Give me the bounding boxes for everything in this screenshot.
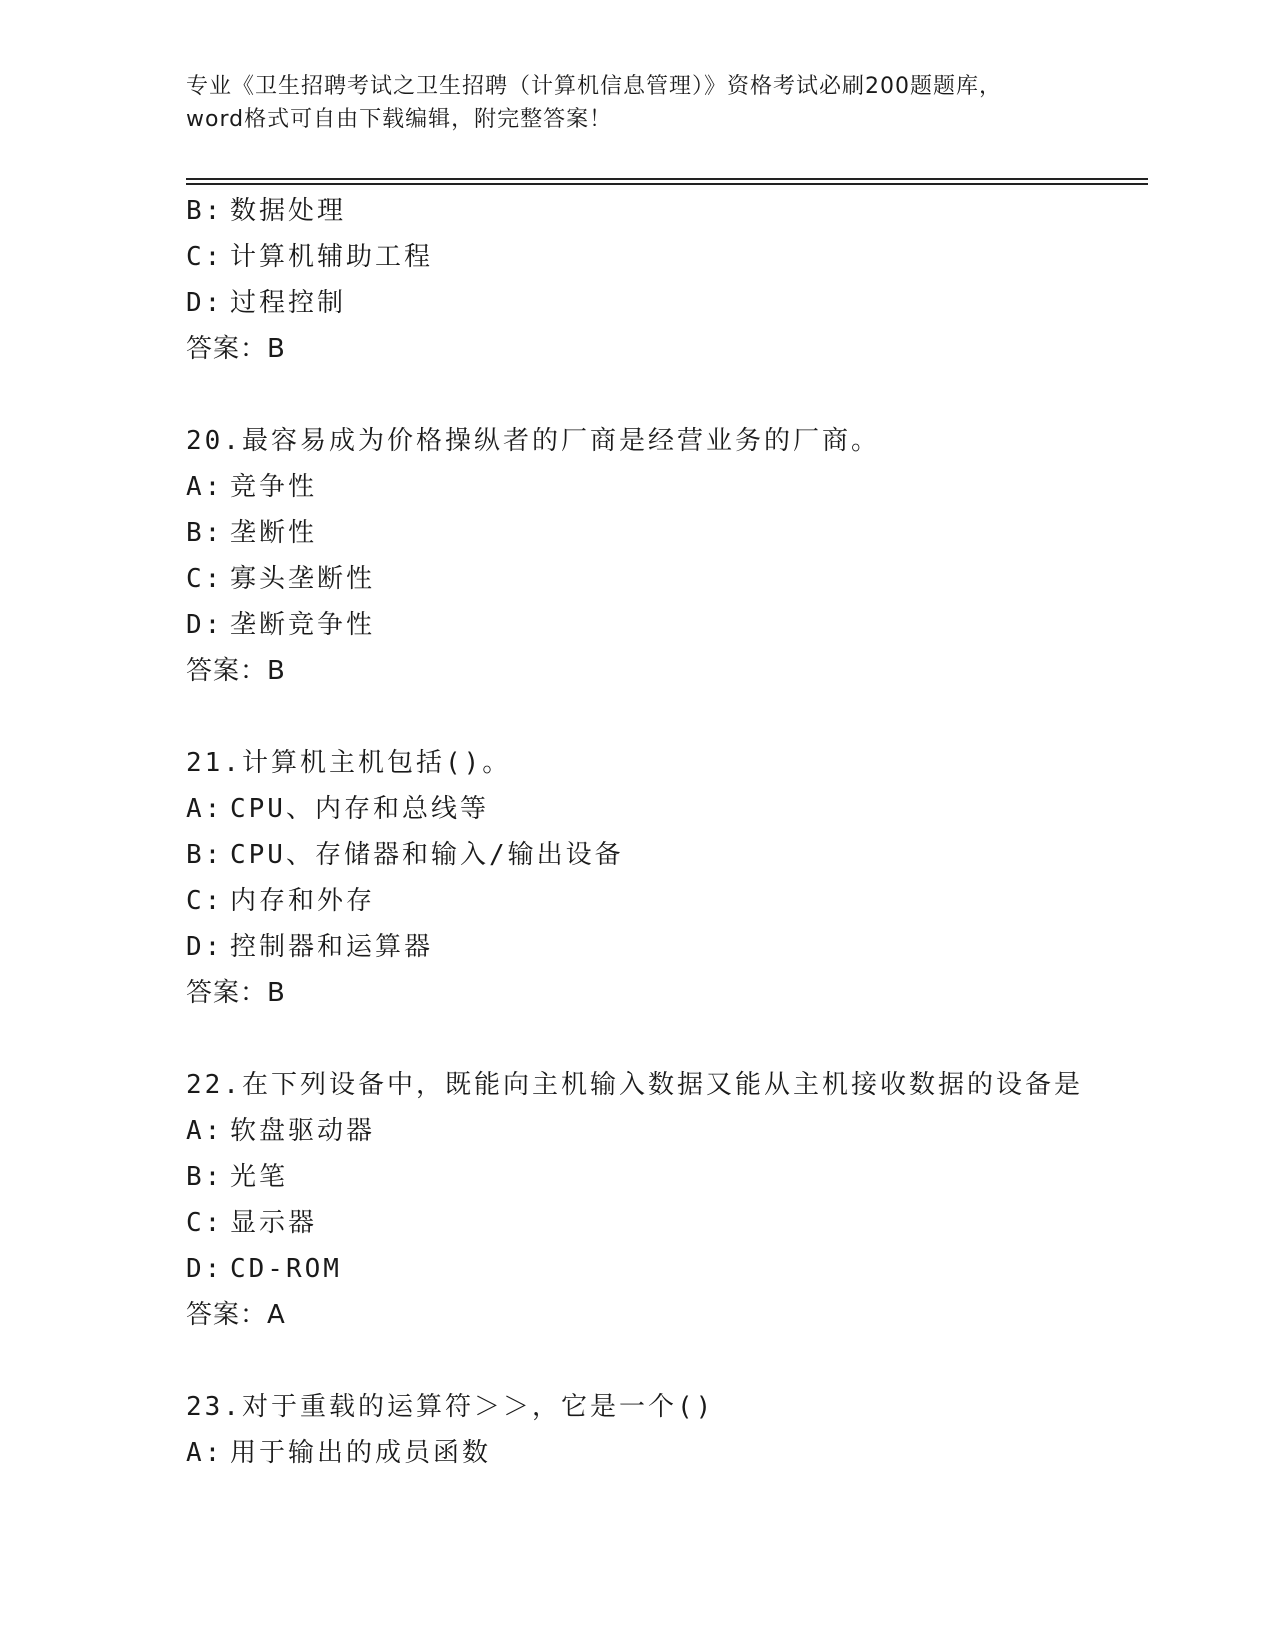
option-label: C:	[186, 242, 224, 272]
option-d	[186, 602, 1146, 648]
option-text: 竞争性	[230, 472, 318, 502]
option-label: D:	[186, 288, 224, 318]
option-text: CPU、存储器和输入/输出设备	[230, 840, 624, 870]
question-text: 22.在下列设备中，既能向主机输入数据又能从主机接收数据的设备是	[186, 1070, 1083, 1100]
option-text: CPU、内存和总线等	[230, 794, 489, 824]
question-22	[186, 1062, 1146, 1338]
option-text: 垄断竞争性	[230, 610, 376, 640]
option-text: 光笔	[230, 1162, 289, 1192]
option-c	[186, 234, 1146, 280]
option-label: A:	[186, 1438, 224, 1468]
option-label: D:	[186, 610, 224, 640]
option-b	[186, 1154, 1146, 1200]
question-19-tail	[186, 188, 1146, 372]
option-a	[186, 786, 1146, 832]
option-c	[186, 1200, 1146, 1246]
option-label: C:	[186, 1208, 224, 1238]
option-b	[186, 188, 1146, 234]
option-text: 垄断性	[230, 518, 318, 548]
option-label: D:	[186, 1254, 224, 1284]
answer-line: 答案：B	[186, 978, 286, 1008]
question-text: 20.最容易成为价格操纵者的厂商是经营业务的厂商。	[186, 426, 880, 456]
option-a	[186, 1108, 1146, 1154]
option-b	[186, 510, 1146, 556]
option-text: 软盘驱动器	[230, 1116, 376, 1146]
option-d	[186, 924, 1146, 970]
option-a	[186, 464, 1146, 510]
option-text: 显示器	[230, 1208, 318, 1238]
option-label: B:	[186, 518, 224, 548]
answer-line: 答案：A	[186, 1300, 286, 1330]
option-label: A:	[186, 472, 224, 502]
question-text: 23.对于重载的运算符＞＞，它是一个()	[186, 1392, 715, 1422]
header-line-2: word格式可自由下载编辑，附完整答案！	[186, 107, 613, 132]
header-divider-top	[186, 178, 1148, 180]
answer-line: 答案：B	[186, 334, 286, 364]
option-label: C:	[186, 564, 224, 594]
option-d	[186, 280, 1146, 326]
header-divider-bottom	[186, 183, 1148, 185]
spacer	[186, 694, 1146, 740]
header-line-1: 专业《卫生招聘考试之卫生招聘（计算机信息管理）》资格考试必刷200题题库，	[186, 74, 1002, 99]
option-d	[186, 1246, 1146, 1292]
option-text: 过程控制	[230, 288, 347, 318]
question-23	[186, 1384, 1146, 1476]
question-list	[186, 188, 1146, 1476]
question-21	[186, 740, 1146, 1016]
option-b	[186, 832, 1146, 878]
spacer	[186, 1016, 1146, 1062]
spacer	[186, 372, 1146, 418]
spacer	[186, 1338, 1146, 1384]
option-text: 内存和外存	[230, 886, 376, 916]
option-text: 计算机辅助工程	[230, 242, 434, 272]
option-label: B:	[186, 840, 224, 870]
option-c	[186, 878, 1146, 924]
option-text: 用于输出的成员函数	[230, 1438, 492, 1468]
document-header	[186, 70, 1146, 136]
option-text: 数据处理	[230, 196, 347, 226]
option-label: B:	[186, 1162, 224, 1192]
option-label: B:	[186, 196, 224, 226]
option-label: D:	[186, 932, 224, 962]
question-text: 21.计算机主机包括()。	[186, 748, 512, 778]
option-label: A:	[186, 1116, 224, 1146]
option-a	[186, 1430, 1146, 1476]
option-text: 控制器和运算器	[230, 932, 434, 962]
question-20	[186, 418, 1146, 694]
option-text: 寡头垄断性	[230, 564, 376, 594]
option-text: CD-ROM	[230, 1254, 342, 1284]
option-label: A:	[186, 794, 224, 824]
answer-line: 答案：B	[186, 656, 286, 686]
option-label: C:	[186, 886, 224, 916]
option-c	[186, 556, 1146, 602]
